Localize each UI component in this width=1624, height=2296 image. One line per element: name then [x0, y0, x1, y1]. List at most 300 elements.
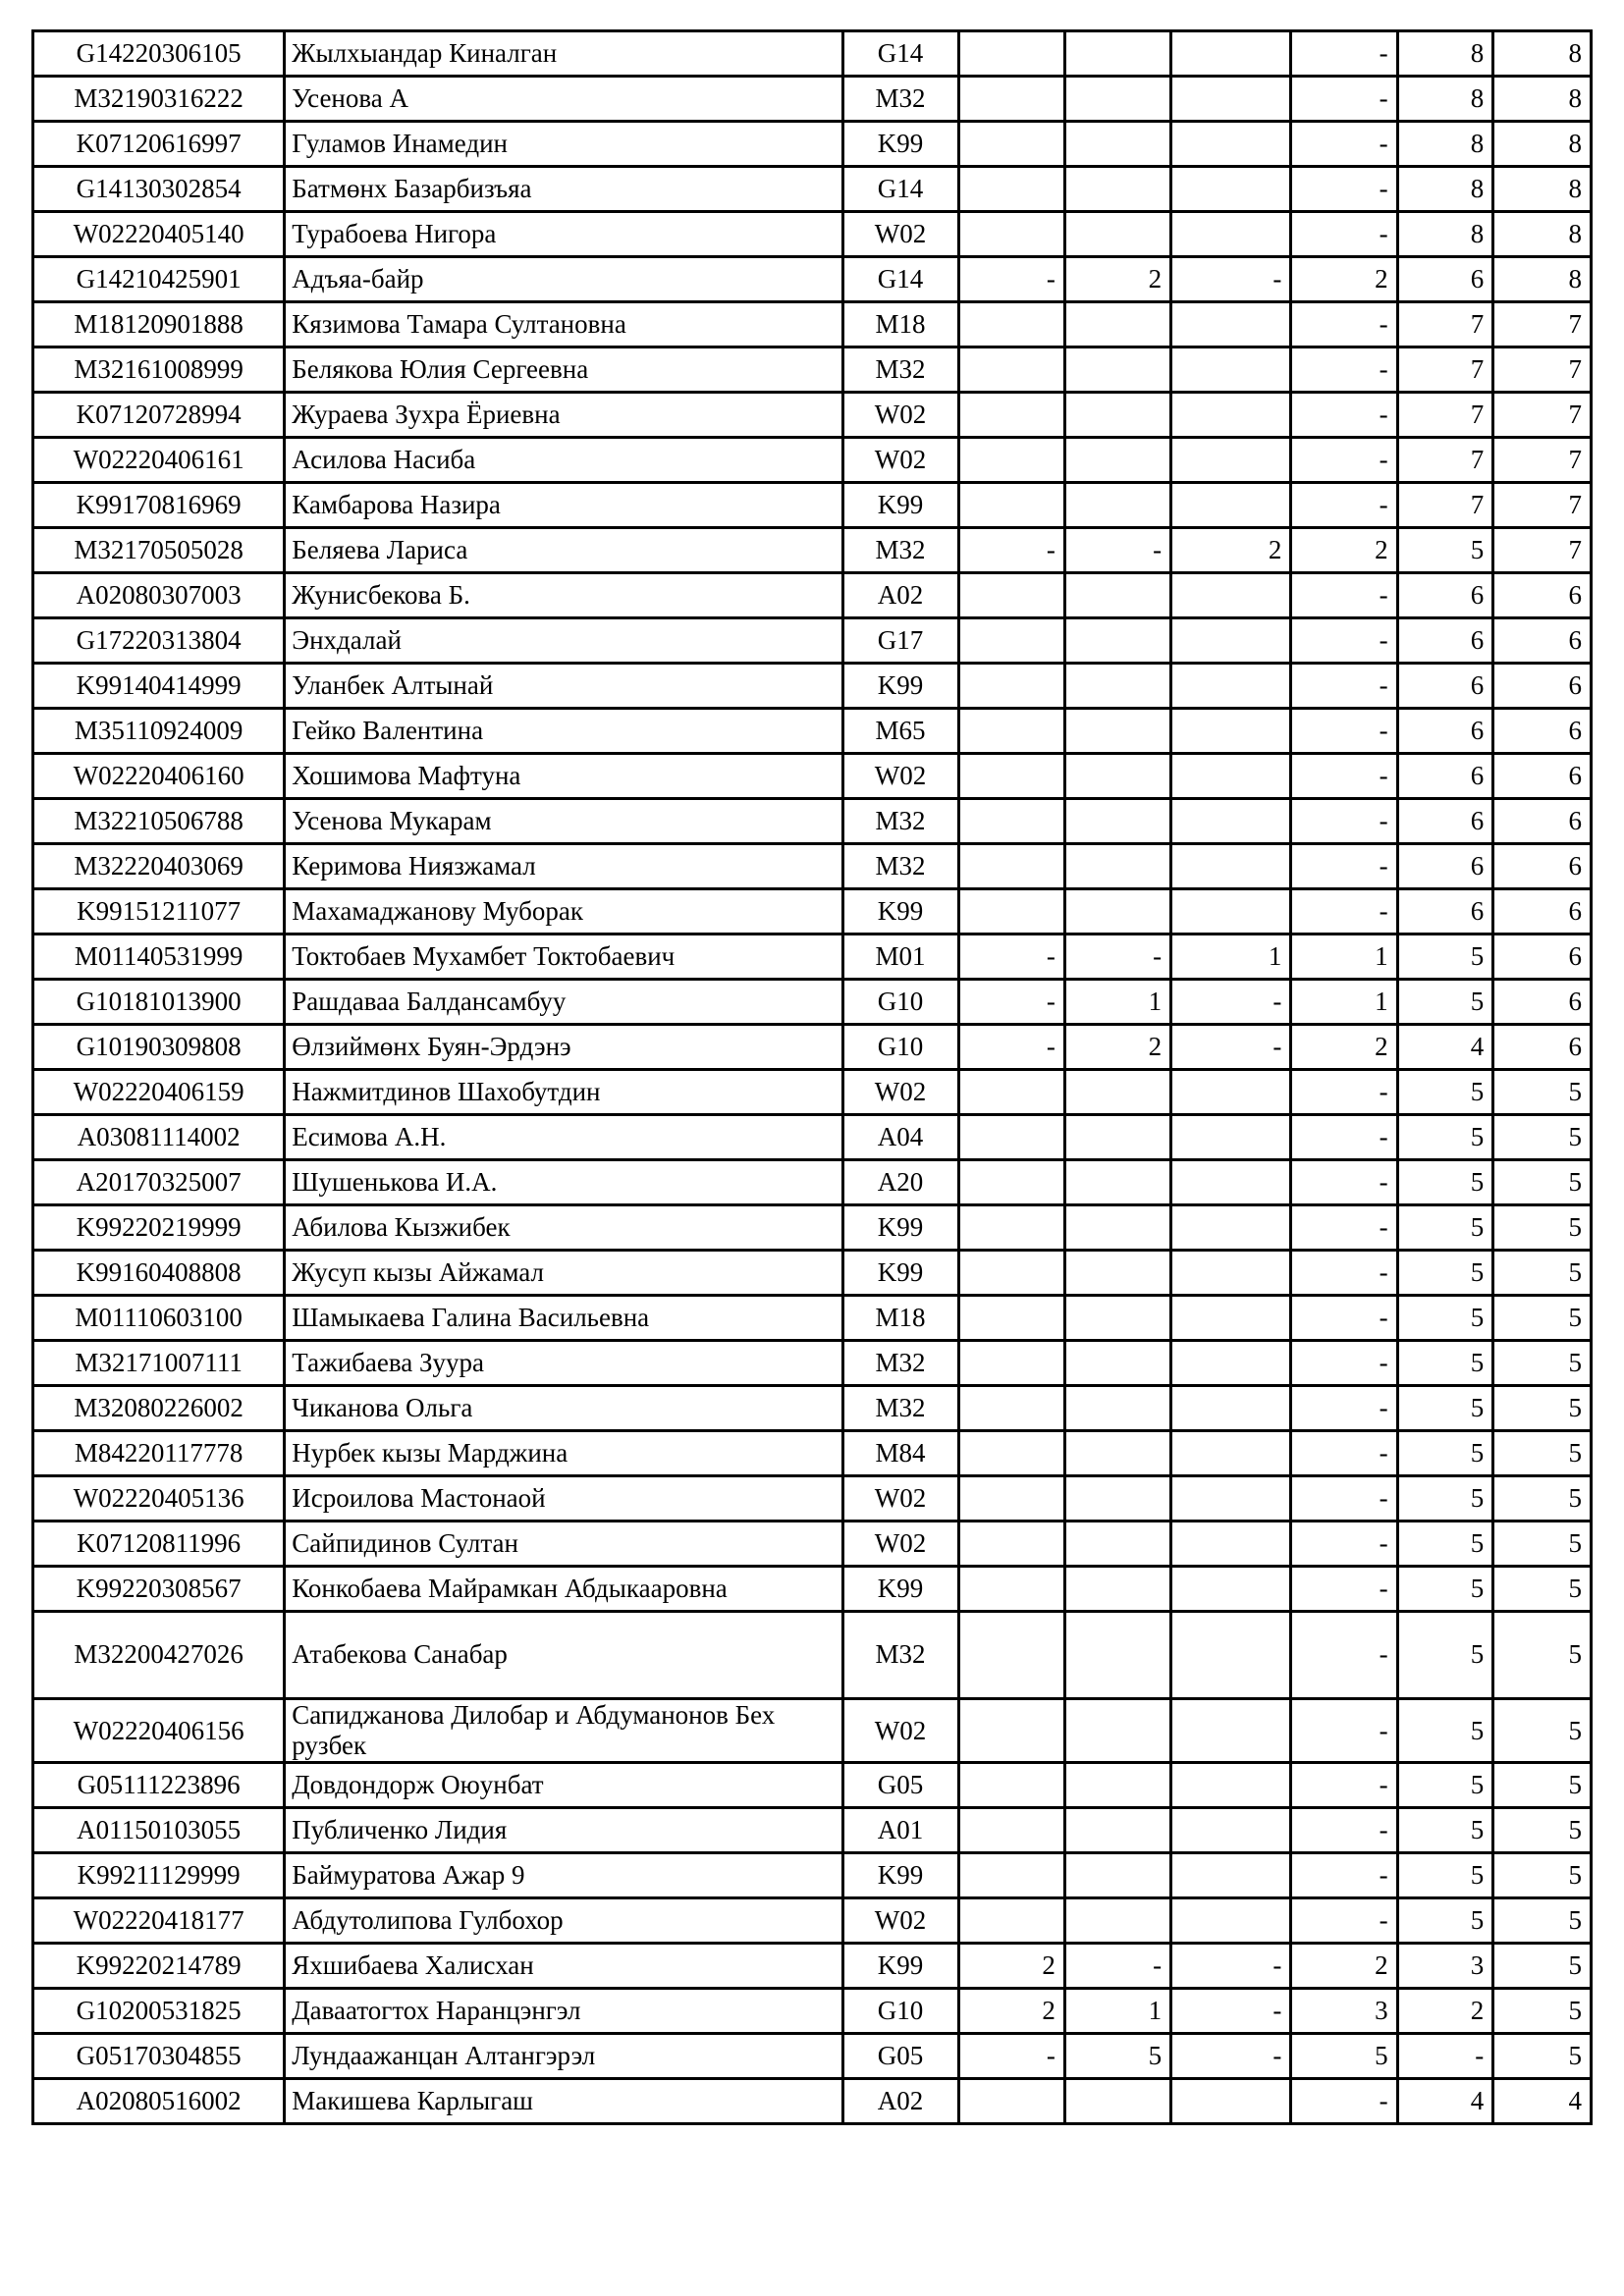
cell-score-3	[1171, 709, 1291, 754]
cell-score-3	[1171, 1853, 1291, 1898]
cell-score-5: 5	[1397, 1386, 1493, 1431]
cell-score-1	[958, 1853, 1064, 1898]
cell-name: Беляева Лариса	[285, 528, 842, 573]
cell-code: M01	[842, 934, 958, 980]
cell-score-1	[958, 31, 1064, 77]
cell-score-5: 8	[1397, 122, 1493, 167]
cell-score-5: 5	[1397, 1763, 1493, 1808]
cell-name: Лундаажанцан Алтангэрэл	[285, 2034, 842, 2079]
cell-code: A02	[842, 2079, 958, 2124]
table-row	[33, 1341, 1592, 1386]
cell-score-3: 1	[1171, 934, 1291, 980]
cell-score-5: 5	[1397, 528, 1493, 573]
cell-name: Жунисбекова Б.	[285, 573, 842, 618]
cell-score-2	[1064, 889, 1170, 934]
cell-score-5: 6	[1397, 573, 1493, 618]
cell-score-5: 7	[1397, 483, 1493, 528]
cell-score-1	[958, 1160, 1064, 1205]
cell-score-sum: 2	[1291, 1025, 1397, 1070]
table-row	[33, 1898, 1592, 1944]
cell-score-3	[1171, 1386, 1291, 1431]
cell-score-2	[1064, 302, 1170, 347]
cell-score-2: 5	[1064, 2034, 1170, 2079]
cell-id: K99160408808	[33, 1251, 285, 1296]
cell-score-5: 5	[1397, 980, 1493, 1025]
table-row	[33, 1115, 1592, 1160]
cell-score-1	[958, 1612, 1064, 1699]
cell-score-sum: -	[1291, 1612, 1397, 1699]
cell-score-sum: -	[1291, 347, 1397, 393]
cell-score-3	[1171, 618, 1291, 664]
cell-score-1	[958, 1431, 1064, 1476]
cell-total: 5	[1493, 1763, 1592, 1808]
cell-id: M32171007111	[33, 1341, 285, 1386]
cell-score-5: 5	[1397, 1699, 1493, 1763]
cell-score-3	[1171, 438, 1291, 483]
cell-score-2: -	[1064, 934, 1170, 980]
cell-score-3	[1171, 664, 1291, 709]
cell-score-2	[1064, 2079, 1170, 2124]
cell-score-1: -	[958, 934, 1064, 980]
table-row	[33, 1699, 1592, 1763]
cell-score-1	[958, 573, 1064, 618]
cell-score-5: 5	[1397, 934, 1493, 980]
cell-code: W02	[842, 1898, 958, 1944]
cell-name: Жураева Зухра Ёриевна	[285, 393, 842, 438]
cell-score-1	[958, 1070, 1064, 1115]
cell-score-sum: -	[1291, 1160, 1397, 1205]
cell-score-3	[1171, 1251, 1291, 1296]
cell-score-sum: -	[1291, 1853, 1397, 1898]
cell-total: 6	[1493, 934, 1592, 980]
cell-total: 5	[1493, 1115, 1592, 1160]
cell-score-2	[1064, 122, 1170, 167]
table-row	[33, 1989, 1592, 2034]
table-row	[33, 1763, 1592, 1808]
cell-score-3	[1171, 799, 1291, 844]
cell-score-5: 5	[1397, 1853, 1493, 1898]
cell-score-sum: -	[1291, 483, 1397, 528]
cell-name: Сапиджанова Дилобар и Абдуманонов Бех рузбек	[285, 1699, 842, 1763]
cell-score-2	[1064, 438, 1170, 483]
cell-score-sum: 1	[1291, 980, 1397, 1025]
cell-score-sum: -	[1291, 618, 1397, 664]
cell-score-sum: -	[1291, 438, 1397, 483]
cell-score-1	[958, 438, 1064, 483]
cell-score-1	[958, 664, 1064, 709]
table-row	[33, 347, 1592, 393]
cell-score-2	[1064, 1763, 1170, 1808]
cell-score-5: 5	[1397, 1808, 1493, 1853]
cell-score-3: -	[1171, 980, 1291, 1025]
cell-score-2	[1064, 1341, 1170, 1386]
table-row	[33, 618, 1592, 664]
cell-code: G10	[842, 980, 958, 1025]
cell-score-2	[1064, 1699, 1170, 1763]
cell-code: W02	[842, 1070, 958, 1115]
cell-total: 6	[1493, 754, 1592, 799]
cell-total: 7	[1493, 438, 1592, 483]
cell-id: M32200427026	[33, 1612, 285, 1699]
cell-total: 6	[1493, 573, 1592, 618]
cell-code: M32	[842, 799, 958, 844]
cell-total: 6	[1493, 980, 1592, 1025]
cell-total: 5	[1493, 1898, 1592, 1944]
cell-score-5: 6	[1397, 799, 1493, 844]
cell-score-3	[1171, 1431, 1291, 1476]
cell-total: 8	[1493, 257, 1592, 302]
cell-total: 5	[1493, 2034, 1592, 2079]
cell-score-2	[1064, 1296, 1170, 1341]
cell-name: Уланбек Алтынай	[285, 664, 842, 709]
cell-code: G10	[842, 1989, 958, 2034]
cell-score-3	[1171, 1612, 1291, 1699]
cell-score-sum: -	[1291, 1251, 1397, 1296]
cell-code: M32	[842, 528, 958, 573]
cell-score-1	[958, 2079, 1064, 2124]
cell-score-5: 5	[1397, 1341, 1493, 1386]
cell-score-5: 6	[1397, 754, 1493, 799]
table-row	[33, 302, 1592, 347]
cell-score-sum: 2	[1291, 1944, 1397, 1989]
cell-score-5: 8	[1397, 31, 1493, 77]
cell-score-2: 2	[1064, 1025, 1170, 1070]
cell-id: M18120901888	[33, 302, 285, 347]
table-row	[33, 1205, 1592, 1251]
cell-code: K99	[842, 889, 958, 934]
cell-score-1	[958, 1296, 1064, 1341]
cell-code: M18	[842, 1296, 958, 1341]
cell-name: Жусуп кызы Айжамал	[285, 1251, 842, 1296]
table-row	[33, 1476, 1592, 1522]
cell-score-5: 2	[1397, 1989, 1493, 2034]
cell-total: 5	[1493, 1431, 1592, 1476]
table-row	[33, 1853, 1592, 1898]
cell-total: 8	[1493, 212, 1592, 257]
cell-score-3	[1171, 889, 1291, 934]
table-row	[33, 889, 1592, 934]
cell-name: Тажибаева Зуура	[285, 1341, 842, 1386]
cell-score-1	[958, 1898, 1064, 1944]
cell-name: Публиченко Лидия	[285, 1808, 842, 1853]
cell-score-sum: -	[1291, 844, 1397, 889]
cell-id: G10190309808	[33, 1025, 285, 1070]
cell-score-2: 1	[1064, 1989, 1170, 2034]
cell-score-sum: -	[1291, 393, 1397, 438]
cell-score-2	[1064, 754, 1170, 799]
cell-name: Атабекова Санабар	[285, 1612, 842, 1699]
cell-score-2	[1064, 1070, 1170, 1115]
cell-code: W02	[842, 1476, 958, 1522]
cell-total: 5	[1493, 1853, 1592, 1898]
cell-score-3	[1171, 347, 1291, 393]
cell-name: Гейко Валентина	[285, 709, 842, 754]
cell-score-5: 7	[1397, 302, 1493, 347]
cell-name: Камбарова Назира	[285, 483, 842, 528]
cell-total: 5	[1493, 1296, 1592, 1341]
cell-name: Нажмитдинов Шахобутдин	[285, 1070, 842, 1115]
cell-total: 5	[1493, 1205, 1592, 1251]
table-row	[33, 212, 1592, 257]
cell-code: G14	[842, 167, 958, 212]
cell-total: 5	[1493, 1251, 1592, 1296]
cell-total: 5	[1493, 1567, 1592, 1612]
cell-score-2	[1064, 1386, 1170, 1431]
cell-score-5: 6	[1397, 257, 1493, 302]
cell-score-1: -	[958, 528, 1064, 573]
cell-code: W02	[842, 1522, 958, 1567]
table-row	[33, 709, 1592, 754]
cell-id: G14130302854	[33, 167, 285, 212]
cell-name: Усенова Мукарам	[285, 799, 842, 844]
cell-score-2	[1064, 844, 1170, 889]
table-row	[33, 1522, 1592, 1567]
cell-code: M32	[842, 844, 958, 889]
cell-score-1	[958, 1763, 1064, 1808]
cell-score-2	[1064, 573, 1170, 618]
cell-score-3	[1171, 31, 1291, 77]
cell-name: Турабоева Нигора	[285, 212, 842, 257]
cell-id: K99211129999	[33, 1853, 285, 1898]
cell-total: 7	[1493, 347, 1592, 393]
cell-total: 5	[1493, 1522, 1592, 1567]
cell-total: 6	[1493, 799, 1592, 844]
cell-score-3	[1171, 122, 1291, 167]
cell-id: M32170505028	[33, 528, 285, 573]
cell-total: 7	[1493, 528, 1592, 573]
cell-name: Яхшибаева Халисхан	[285, 1944, 842, 1989]
cell-name: Батмөнх Базарбизъяа	[285, 167, 842, 212]
cell-score-3	[1171, 1476, 1291, 1522]
cell-id: M32220403069	[33, 844, 285, 889]
cell-total: 6	[1493, 664, 1592, 709]
table-row	[33, 1612, 1592, 1699]
cell-name: Конкобаева Майрамкан Абдыкааровна	[285, 1567, 842, 1612]
cell-id: G14220306105	[33, 31, 285, 77]
cell-score-1	[958, 483, 1064, 528]
cell-id: A03081114002	[33, 1115, 285, 1160]
cell-id: K99220214789	[33, 1944, 285, 1989]
cell-score-2	[1064, 31, 1170, 77]
cell-id: M01140531999	[33, 934, 285, 980]
cell-score-2	[1064, 393, 1170, 438]
cell-score-5: 4	[1397, 1025, 1493, 1070]
cell-code: K99	[842, 1251, 958, 1296]
cell-score-2	[1064, 1898, 1170, 1944]
cell-score-2: 2	[1064, 257, 1170, 302]
cell-score-sum: -	[1291, 1205, 1397, 1251]
cell-score-2	[1064, 212, 1170, 257]
cell-total: 4	[1493, 2079, 1592, 2124]
cell-id: M01110603100	[33, 1296, 285, 1341]
cell-total: 5	[1493, 1989, 1592, 2034]
cell-id: G17220313804	[33, 618, 285, 664]
cell-code: M84	[842, 1431, 958, 1476]
cell-score-1: -	[958, 2034, 1064, 2079]
cell-score-5: 6	[1397, 618, 1493, 664]
cell-score-3	[1171, 212, 1291, 257]
table-row	[33, 1431, 1592, 1476]
cell-name: Белякова Юлия Сергеевна	[285, 347, 842, 393]
cell-score-2	[1064, 1160, 1170, 1205]
cell-score-1	[958, 167, 1064, 212]
cell-score-1	[958, 1522, 1064, 1567]
cell-score-3	[1171, 167, 1291, 212]
cell-score-sum: 3	[1291, 1989, 1397, 2034]
cell-score-3	[1171, 1808, 1291, 1853]
cell-score-sum: 1	[1291, 934, 1397, 980]
cell-code: K99	[842, 1205, 958, 1251]
cell-total: 5	[1493, 1808, 1592, 1853]
cell-id: A01150103055	[33, 1808, 285, 1853]
cell-total: 8	[1493, 167, 1592, 212]
cell-name: Жылхыандар Киналган	[285, 31, 842, 77]
cell-name: Адъяа-байр	[285, 257, 842, 302]
cell-code: G10	[842, 1025, 958, 1070]
cell-code: M32	[842, 1612, 958, 1699]
cell-total: 7	[1493, 393, 1592, 438]
cell-score-3	[1171, 1160, 1291, 1205]
cell-id: A02080307003	[33, 573, 285, 618]
table-row	[33, 1070, 1592, 1115]
cell-code: G14	[842, 257, 958, 302]
cell-code: M32	[842, 77, 958, 122]
cell-name: Баймуратова Ажар 9	[285, 1853, 842, 1898]
cell-score-3: -	[1171, 2034, 1291, 2079]
cell-code: M65	[842, 709, 958, 754]
results-table	[31, 29, 1593, 2125]
cell-score-1	[958, 1567, 1064, 1612]
cell-code: K99	[842, 483, 958, 528]
cell-score-sum: 5	[1291, 2034, 1397, 2079]
cell-score-5: 8	[1397, 167, 1493, 212]
cell-score-sum: -	[1291, 31, 1397, 77]
cell-score-1	[958, 709, 1064, 754]
cell-name: Даваатогтох Наранцэнгэл	[285, 1989, 842, 2034]
cell-score-3	[1171, 1341, 1291, 1386]
cell-name: Нурбек кызы Марджина	[285, 1431, 842, 1476]
cell-total: 6	[1493, 618, 1592, 664]
cell-score-3: -	[1171, 1944, 1291, 1989]
cell-score-5: 5	[1397, 1070, 1493, 1115]
cell-score-sum: -	[1291, 2079, 1397, 2124]
cell-score-1	[958, 393, 1064, 438]
cell-score-2	[1064, 1205, 1170, 1251]
cell-name: Сайпидинов Султан	[285, 1522, 842, 1567]
cell-id: A20170325007	[33, 1160, 285, 1205]
cell-score-1	[958, 889, 1064, 934]
cell-score-3	[1171, 844, 1291, 889]
cell-score-sum: -	[1291, 1808, 1397, 1853]
cell-score-5: -	[1397, 2034, 1493, 2079]
cell-id: K99220308567	[33, 1567, 285, 1612]
cell-id: K99151211077	[33, 889, 285, 934]
cell-code: W02	[842, 393, 958, 438]
cell-name: Довдондорж Оюунбат	[285, 1763, 842, 1808]
cell-id: W02220418177	[33, 1898, 285, 1944]
table-row	[33, 483, 1592, 528]
cell-score-1: -	[958, 980, 1064, 1025]
cell-total: 5	[1493, 1386, 1592, 1431]
table-row	[33, 799, 1592, 844]
cell-score-1	[958, 1205, 1064, 1251]
cell-score-sum: -	[1291, 167, 1397, 212]
cell-code: W02	[842, 1699, 958, 1763]
cell-score-1	[958, 1251, 1064, 1296]
cell-id: W02220406156	[33, 1699, 285, 1763]
cell-id: M32210506788	[33, 799, 285, 844]
cell-name: Рашдаваа Балдансамбуу	[285, 980, 842, 1025]
cell-score-5: 5	[1397, 1567, 1493, 1612]
cell-score-3	[1171, 754, 1291, 799]
cell-code: M32	[842, 347, 958, 393]
cell-total: 5	[1493, 1070, 1592, 1115]
cell-id: G05111223896	[33, 1763, 285, 1808]
cell-name: Токтобаев Мухамбет Токтобаевич	[285, 934, 842, 980]
cell-score-3	[1171, 1205, 1291, 1251]
cell-score-5: 8	[1397, 212, 1493, 257]
cell-total: 8	[1493, 31, 1592, 77]
cell-name: Шамыкаева Галина Васильевна	[285, 1296, 842, 1341]
cell-score-1	[958, 844, 1064, 889]
cell-score-3	[1171, 77, 1291, 122]
cell-score-5: 6	[1397, 664, 1493, 709]
cell-total: 7	[1493, 302, 1592, 347]
cell-score-1: 2	[958, 1944, 1064, 1989]
cell-score-3	[1171, 483, 1291, 528]
cell-score-3	[1171, 1296, 1291, 1341]
cell-score-3	[1171, 1763, 1291, 1808]
cell-score-5: 5	[1397, 1205, 1493, 1251]
cell-id: M32080226002	[33, 1386, 285, 1431]
cell-score-5: 5	[1397, 1431, 1493, 1476]
cell-id: M35110924009	[33, 709, 285, 754]
table-row	[33, 1386, 1592, 1431]
cell-score-5: 6	[1397, 844, 1493, 889]
cell-score-2	[1064, 1251, 1170, 1296]
table-row	[33, 167, 1592, 212]
cell-score-2	[1064, 1431, 1170, 1476]
cell-score-sum: 2	[1291, 257, 1397, 302]
cell-score-sum: -	[1291, 77, 1397, 122]
cell-total: 5	[1493, 1699, 1592, 1763]
cell-name: Өлзиймөнх Буян-Эрдэнэ	[285, 1025, 842, 1070]
cell-total: 5	[1493, 1476, 1592, 1522]
cell-id: K07120616997	[33, 122, 285, 167]
cell-score-sum: -	[1291, 122, 1397, 167]
cell-score-sum: -	[1291, 889, 1397, 934]
cell-id: G10181013900	[33, 980, 285, 1025]
cell-score-5: 5	[1397, 1115, 1493, 1160]
cell-id: A02080516002	[33, 2079, 285, 2124]
cell-score-2: -	[1064, 528, 1170, 573]
cell-id: G05170304855	[33, 2034, 285, 2079]
cell-code: W02	[842, 438, 958, 483]
cell-code: K99	[842, 1853, 958, 1898]
cell-id: W02220405136	[33, 1476, 285, 1522]
cell-score-sum: -	[1291, 302, 1397, 347]
cell-score-sum: -	[1291, 1898, 1397, 1944]
cell-score-1	[958, 1699, 1064, 1763]
table-row	[33, 1160, 1592, 1205]
cell-score-sum: -	[1291, 1567, 1397, 1612]
cell-id: G10200531825	[33, 1989, 285, 2034]
cell-score-2	[1064, 1476, 1170, 1522]
cell-score-sum: -	[1291, 1386, 1397, 1431]
table-row	[33, 122, 1592, 167]
cell-score-1	[958, 618, 1064, 664]
cell-code: K99	[842, 664, 958, 709]
